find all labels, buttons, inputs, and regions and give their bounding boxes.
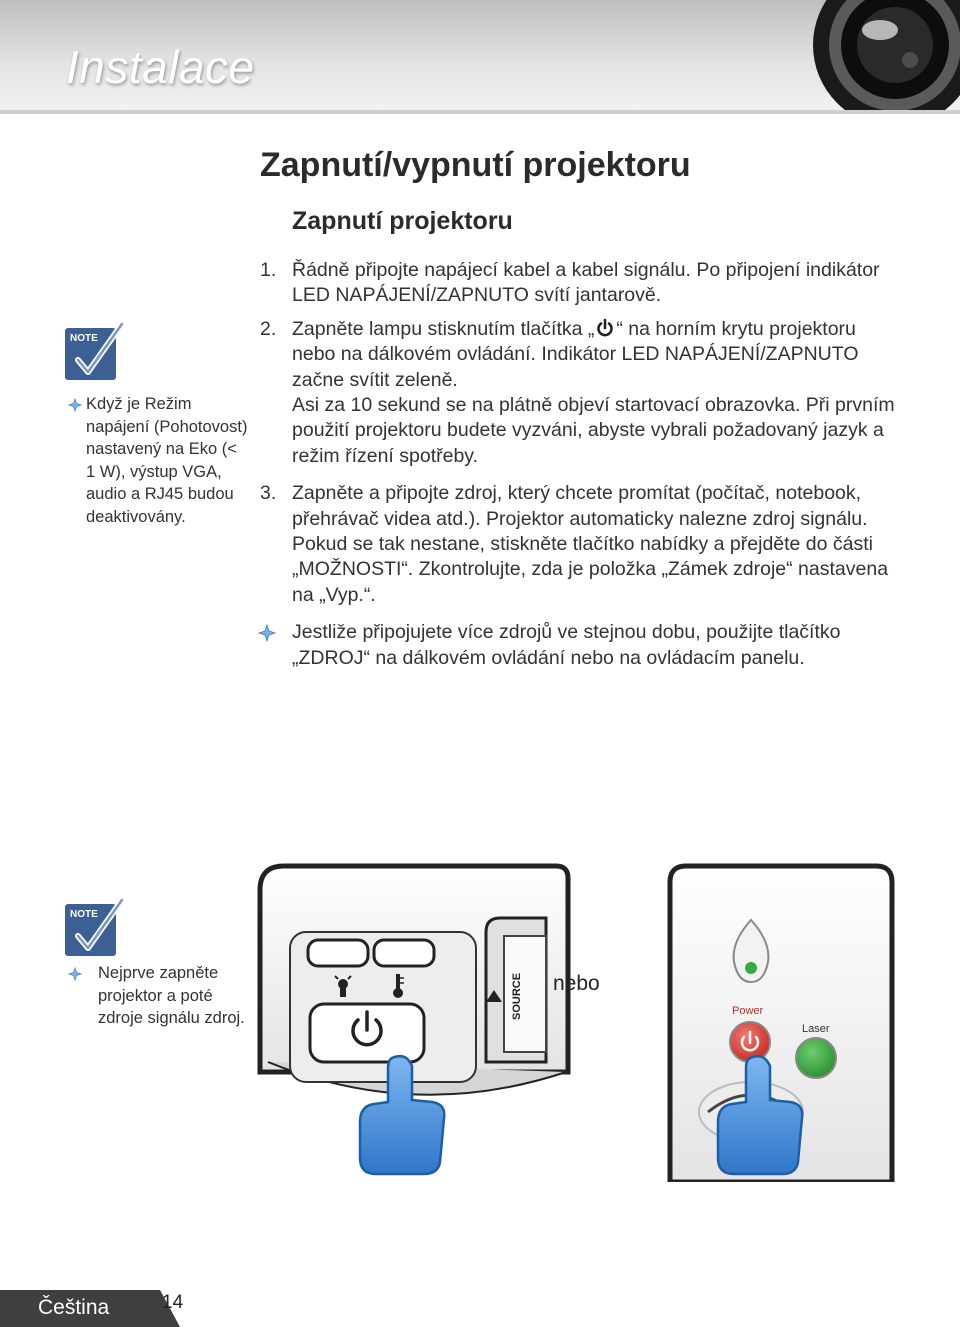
laser-button [796, 1038, 836, 1078]
step-text [292, 317, 898, 393]
page-header [0, 0, 960, 114]
step-text-part-b: “ na horním krytu projektoru nebo na dálkovém ovládání. Indikátor LED NAPÁJENÍ/ZAPNUTO začne svítit zeleně. [292, 317, 859, 391]
step-3 [258, 481, 898, 608]
diamond-bullet-icon [68, 398, 82, 412]
source-label: SOURCE [511, 972, 523, 1020]
step-number: 3. [260, 482, 277, 505]
note-label: NOTE [70, 333, 98, 344]
instructions [258, 258, 898, 671]
step-text: Zapněte a připojte zdroj, který chcete promítat (počítač, notebook, přehrávač videa atd.). Projektor automaticky nalezne zdroj signálu. Pokud se tak nestane, stiskněte tlačítko nabídky a přejděte do části „MOŽNOSTI“. Zkontrolujte, zda je položka „Zámek zdroje“ nastavena na „Vyp.“. [292, 482, 889, 606]
section-title: Zapnutí/vypnutí projektoru [260, 146, 691, 184]
tip-text: Jestliže připojujete více zdrojů ve stejnou dobu, použijte tlačítko „ZDROJ“ na dálkovém ovládání nebo na ovládacím panelu. [292, 621, 841, 669]
step-text-continued: Asi za 10 sekund se na plátně objeví startovací obrazovka. Při prvním použití projektoru budete vyzváni, abyste vybrali požadovaný jazyk a režim řízení spotřeby. [292, 394, 895, 467]
power-icon [595, 318, 615, 338]
step-text: Řádně připojte napájecí kabel a kabel signálu. Po připojení indikátor LED NAPÁJENÍ/ZAPNUTO svítí jantarově. [292, 259, 880, 307]
note-icon [64, 320, 130, 384]
step-text-part-a: Zapněte lampu stisknutím tlačítka „ [292, 317, 595, 340]
step-1 [258, 258, 898, 309]
subsection-title: Zapnutí projektoru [292, 207, 513, 235]
footer-language: Čeština [38, 1296, 110, 1319]
step-number: 1. [260, 259, 277, 281]
note-text: Nejprve zapněte projektor a poté zdroje signálu zdroj. [98, 964, 245, 1028]
page-number: 14 [162, 1292, 184, 1313]
note-2 [68, 962, 248, 1030]
laser-label: Laser [802, 1023, 830, 1035]
step-number: 2. [260, 317, 277, 340]
step-2 [258, 317, 898, 469]
note-icon [64, 896, 130, 960]
tip-item [258, 620, 898, 671]
diamond-bullet-icon [68, 967, 82, 981]
note-1 [68, 393, 248, 529]
power-led [745, 962, 757, 974]
note-label: NOTE [70, 909, 98, 920]
projector-lens-graphic [810, 0, 960, 114]
footer-language-tab [0, 1290, 160, 1327]
diamond-bullet-icon [258, 624, 276, 642]
power-label: Power [732, 1005, 764, 1017]
chapter-title: Instalace [66, 41, 255, 93]
projector-panel [260, 866, 568, 1095]
power-button-illustration [256, 862, 896, 1182]
or-label: nebo [553, 972, 600, 995]
note-text: Když je Režim napájení (Pohotovost) nastavený na Eko (< 1 W), výstup VGA, audio a RJ45 budou deaktivovány. [86, 395, 248, 526]
